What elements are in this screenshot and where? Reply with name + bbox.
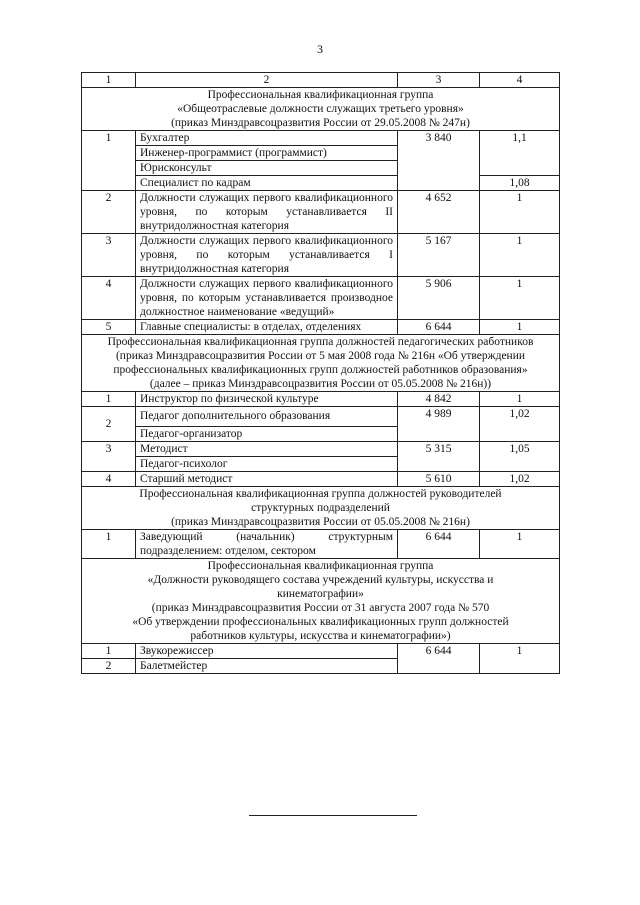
row-number: 2: [82, 407, 136, 442]
position-name: Звукорежиссер: [136, 644, 398, 659]
group-header-line: (приказ Минздравсоцразвития России от 05.05.2008 № 216н): [171, 516, 470, 528]
position-name: Старший методист: [136, 472, 398, 487]
group-header-line: (приказ Минздравсоцразвития России от 5 мая 2008 года № 216н «Об утверждении: [115, 350, 526, 362]
footer-separator-line: [249, 815, 417, 816]
row-number: 2: [82, 659, 136, 674]
table-row: [82, 131, 560, 146]
group-header-line: кинематографии»: [277, 588, 364, 600]
group-header: [82, 335, 560, 392]
position-name: Должности служащих первого квалификационного уровня, по которым устанавливается производное должностное наименование «ведущий»: [136, 277, 398, 320]
table-row: [82, 320, 560, 335]
coefficient-value: 1,05: [480, 442, 560, 472]
row-number: 4: [82, 277, 136, 320]
row-number: 3: [82, 234, 136, 277]
group-header-row: [82, 335, 560, 392]
column-number-row: [82, 73, 560, 88]
row-number: 1: [82, 644, 136, 659]
coefficient-value: 1,02: [480, 407, 560, 442]
page-number: 3: [317, 42, 323, 56]
coefficient-value: 1: [480, 392, 560, 407]
row-number: 3: [82, 442, 136, 472]
group-header-row: [82, 559, 560, 644]
column-number-4: 4: [480, 73, 560, 88]
table-row: [82, 176, 560, 191]
table-row: [82, 442, 560, 457]
row-number: 1: [82, 392, 136, 407]
table-row: [82, 530, 560, 559]
group-header-line: (приказ Минздравсоцразвития России от 29.05.2008 № 247н): [171, 117, 470, 129]
row-number: 5: [82, 320, 136, 335]
group-header-line: работников культуры, искусства и кинематографии»): [190, 630, 451, 642]
salary-value: 3 840: [398, 131, 480, 191]
salary-value: 5 167: [398, 234, 480, 277]
row-number: 4: [82, 472, 136, 487]
position-name: Должности служащих первого квалификационного уровня, по которым устанавливается I внутридолжностная категория: [136, 234, 398, 277]
salary-value: 5 906: [398, 277, 480, 320]
group-header-line: Профессиональная квалификационная группа: [207, 560, 434, 572]
position-name: Балетмейстер: [136, 659, 398, 674]
column-number-3: 3: [398, 73, 480, 88]
row-number: 1: [82, 131, 136, 191]
row-number: 1: [82, 530, 136, 559]
group-header-line: (приказ Минздравсоцразвития России от 31 августа 2007 года № 570: [151, 602, 490, 614]
group-header: [82, 88, 560, 131]
coefficient-value: 1: [480, 530, 560, 559]
group-header-line: Профессиональная квалификационная группа должностей педагогических работников: [107, 336, 534, 348]
coefficient-value: 1: [480, 644, 560, 674]
position-name: Методист: [136, 442, 398, 457]
coefficient-value: 1,08: [480, 176, 560, 191]
group-header-line: «Об утверждении профессиональных квалификационных групп должностей: [132, 616, 509, 628]
salary-value: 5 610: [398, 472, 480, 487]
group-header-line: (далее – приказ Минздравсоцразвития России от 05.05.2008 № 216н)): [149, 378, 492, 390]
position-name: Должности служащих первого квалификационного уровня, по которым устанавливается II внутридолжностная категория: [136, 191, 398, 234]
position-name: Бухгалтер: [136, 131, 398, 146]
coefficient-value: 1: [480, 234, 560, 277]
coefficient-value: 1: [480, 191, 560, 234]
position-name: Специалист по кадрам: [136, 176, 398, 191]
position-name: Педагог-организатор: [136, 427, 398, 442]
position-name: Заведующий (начальник) структурным подразделением: отделом, сектором: [136, 530, 398, 559]
table-row: [82, 644, 560, 659]
group-header: [82, 487, 560, 530]
group-header-row: [82, 487, 560, 530]
group-header: [82, 559, 560, 644]
salary-value: 4 989: [398, 407, 480, 442]
salary-value: 4 842: [398, 392, 480, 407]
group-header-line: профессиональных квалификационных групп должностей работников образования»: [113, 364, 528, 376]
table-row: [82, 407, 560, 427]
coefficient-value: 1,02: [480, 472, 560, 487]
coefficient-value: 1,1: [480, 131, 560, 176]
column-number-1: 1: [82, 73, 136, 88]
salary-table: [81, 72, 560, 674]
table-row: [82, 277, 560, 320]
column-number-2: 2: [136, 73, 398, 88]
group-header-line: Профессиональная квалификационная группа должностей руководителей: [139, 488, 502, 500]
position-name: Инженер-программист (программист): [136, 146, 398, 161]
table-row: [82, 392, 560, 407]
salary-value: 6 644: [398, 320, 480, 335]
row-number: 2: [82, 191, 136, 234]
position-name: Инструктор по физической культуре: [136, 392, 398, 407]
position-name: Юрисконсульт: [136, 161, 398, 176]
position-name: Педагог-психолог: [136, 457, 398, 472]
position-name: Педагог дополнительного образования: [136, 407, 398, 427]
group-header-line: Профессиональная квалификационная группа: [207, 89, 434, 101]
group-header-row: [82, 88, 560, 131]
salary-value: 6 644: [398, 644, 480, 674]
salary-value: 4 652: [398, 191, 480, 234]
group-header-line: «Должности руководящего состава учреждений культуры, искусства и: [147, 574, 494, 586]
table-row: [82, 472, 560, 487]
coefficient-value: 1: [480, 277, 560, 320]
group-header-line: «Общеотраслевые должности служащих третьего уровня»: [177, 103, 464, 115]
position-name: Главные специалисты: в отделах, отделениях: [136, 320, 398, 335]
salary-value: 5 315: [398, 442, 480, 472]
salary-value: 6 644: [398, 530, 480, 559]
coefficient-value: 1: [480, 320, 560, 335]
table-row: [82, 191, 560, 234]
group-header-line: структурных подразделений: [251, 502, 390, 514]
table-row: [82, 234, 560, 277]
